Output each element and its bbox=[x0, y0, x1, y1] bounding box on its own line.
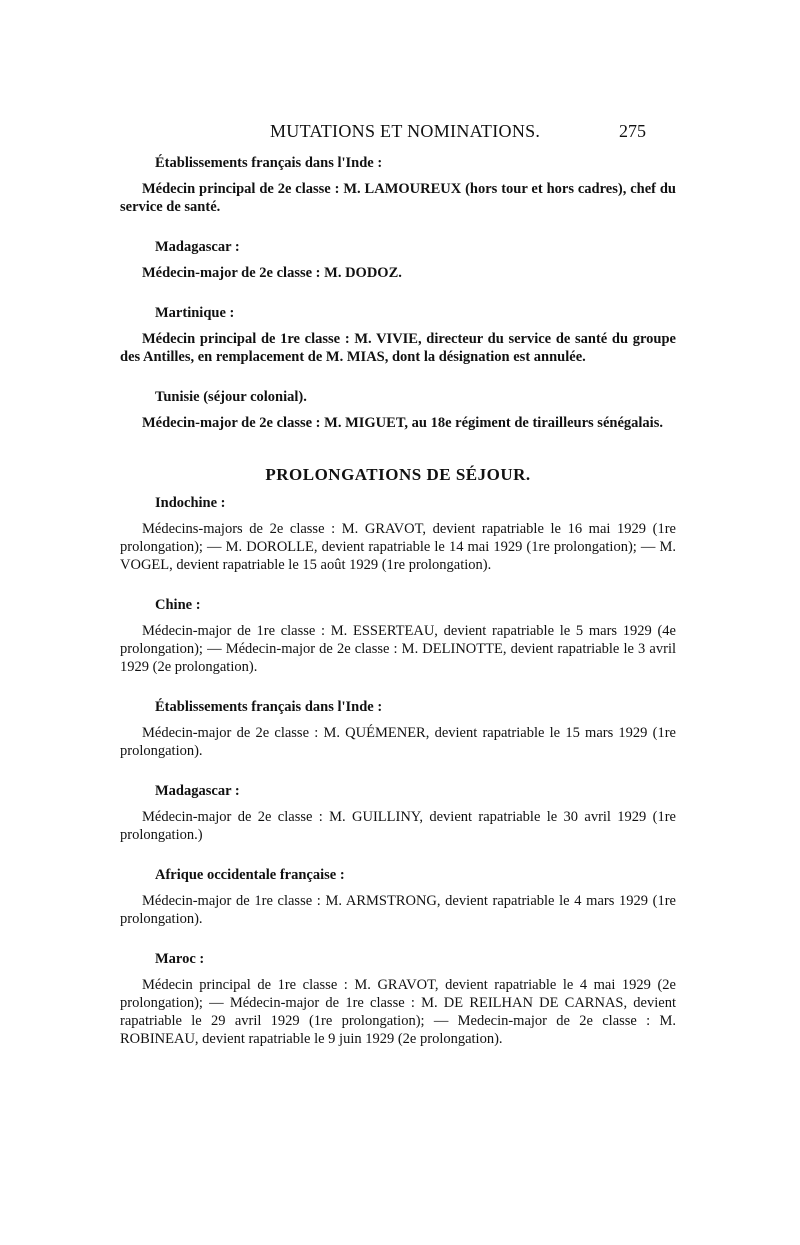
paragraph: Médecin principal de 1re classe : M. GRAVOT, devient rapatriable le 4 mai 1929 (2e prolongation); — Médecin-major de 1re classe : M. DE REILHAN DE CARNAS, devient rapatriable le 29 avril 1929 (1re prolongation); — Medecin-major de 2e classe : M. ROBINEAU, devient rapatriable le 9 juin 1929 (2e prolongation). bbox=[120, 977, 676, 1047]
section-heading: Martinique : bbox=[155, 305, 235, 321]
section-heading: Tunisie (séjour colonial). bbox=[155, 389, 307, 405]
paragraph: Médecin-major de 2e classe : M. GUILLINY, devient rapatriable le 30 avril 1929 (1re prolongation.) bbox=[120, 809, 676, 843]
paragraph: Médecin-major de 2e classe : M. MIGUET, au 18e régiment de tirailleurs sénégalais. bbox=[142, 415, 663, 431]
paragraph: Médecin principal de 2e classe : M. LAMOUREUX (hors tour et hors cadres), chef du service de santé. bbox=[120, 181, 676, 215]
paragraph: Médecin-major de 1re classe : M. ARMSTRONG, devient rapatriable le 4 mars 1929 (1re prolongation). bbox=[120, 893, 676, 927]
paragraph: Médecin-major de 2e classe : M. QUÉMENER, devient rapatriable le 15 mars 1929 (1re prolongation). bbox=[120, 725, 676, 759]
page-header bbox=[0, 121, 800, 145]
section-heading: Madagascar : bbox=[155, 783, 240, 799]
page-content bbox=[120, 152, 676, 1048]
section-heading: Chine : bbox=[155, 597, 201, 613]
section-heading: Établissements français dans l'Inde : bbox=[155, 155, 383, 171]
running-title: MUTATIONS ET NOMINATIONS. bbox=[270, 121, 541, 141]
section-heading: Madagascar : bbox=[155, 239, 240, 255]
section-title: PROLONGATIONS DE SÉJOUR. bbox=[265, 465, 531, 484]
page-number: 275 bbox=[619, 121, 646, 141]
paragraph: Médecin-major de 1re classe : M. ESSERTEAU, devient rapatriable le 5 mars 1929 (4e prolongation); — Médecin-major de 2e classe : M. DELINOTTE, devient rapatriable le 3 avril 1929 (2e prolongation). bbox=[120, 623, 676, 675]
section-heading: Indochine : bbox=[155, 495, 226, 511]
paragraph: Médecins-majors de 2e classe : M. GRAVOT, devient rapatriable le 16 mai 1929 (1re prolongation); — M. DOROLLE, devient rapatriable le 14 mai 1929 (1re prolongation); — M. VOGEL, devient rapatriable le 15 août 1929 (1re prolongation). bbox=[120, 521, 676, 573]
section-heading: Afrique occidentale française : bbox=[155, 867, 345, 883]
paragraph: Médecin principal de 1re classe : M. VIVIE, directeur du service de santé du groupe des Antilles, en remplacement de M. MIAS, dont la désignation est annulée. bbox=[120, 331, 676, 365]
paragraph: Médecin-major de 2e classe : M. DODOZ. bbox=[142, 265, 402, 281]
section-heading: Établissements français dans l'Inde : bbox=[155, 699, 383, 715]
section-heading: Maroc : bbox=[155, 951, 205, 967]
